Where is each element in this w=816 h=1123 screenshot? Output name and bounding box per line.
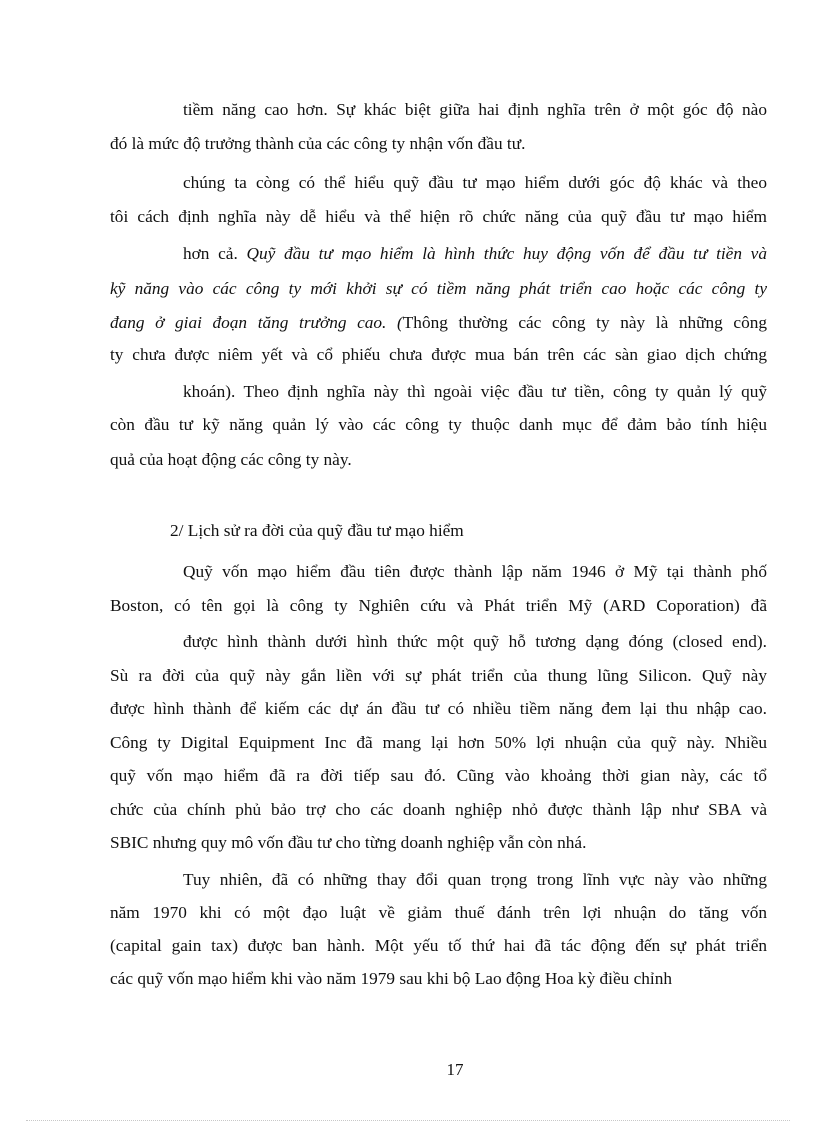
paragraph-3-line-8: chức của chính phủ bảo trợ cho các doanh nghiệp nhỏ được thành lập như SBA và — [110, 800, 767, 819]
paragraph-3-line-9: SBIC nhưng quy mô vốn đầu tư cho từng doanh nghiệp vẫn còn nhá. — [110, 833, 587, 852]
paragraph-3-line-5: được hình thành để kiếm các dự án đầu tư có nhiều tiềm năng đem lại thu nhập cao. — [110, 699, 767, 718]
definition-italic-3: đang ở giai đoạn tăng trưởng cao. ( — [110, 313, 403, 332]
paragraph-4-line-1: Tuy nhiên, đã có những thay đổi quan trọng trong lĩnh vực này vào những — [183, 870, 767, 889]
paragraph-3-line-4: Sù ra đời của quỹ này gắn liền với sự phát triển của thung lũng Silicon. Quỹ này — [110, 666, 767, 685]
section-heading: 2/ Lịch sử ra đời của quỹ đầu tư mạo hiểm — [170, 521, 464, 540]
paragraph-3-line-7: quỹ vốn mạo hiểm đã ra đời tiếp sau đó. Cũng vào khoảng thời gian này, các tổ — [110, 766, 767, 785]
paragraph-2-line-2: tôi cách định nghĩa này dễ hiểu và thể hiện rõ chức năng của quỹ đầu tư mạo hiểm — [110, 207, 767, 226]
page-number: 17 — [446, 1060, 464, 1079]
definition-italic-1: Quỹ đầu tư mạo hiểm là hình thức huy động vốn để đầu tư tiền và — [246, 244, 767, 263]
paragraph-2-line-7: khoán). Theo định nghĩa này thì ngoài việc đầu tư tiền, công ty quản lý quỹ — [183, 382, 767, 401]
paragraph-1-line-2: đó là mức độ trưởng thành của các công ty nhận vốn đầu tư. — [110, 134, 526, 153]
paragraph-1-line-1: tiềm năng cao hơn. Sự khác biệt giữa hai định nghĩa trên ở một góc độ nào — [183, 100, 767, 119]
paragraph-2-line-3 — [183, 243, 767, 265]
paragraph-4-line-4: các quỹ vốn mạo hiểm khi vào năm 1979 sau khi bộ Lao động Hoa kỳ điều chỉnh — [110, 969, 673, 988]
paragraph-2-line-5-normal: Thông thường các công ty này là những công — [402, 313, 767, 332]
paragraph-2-line-5 — [110, 312, 767, 334]
paragraph-4-line-2: năm 1970 khi có một đạo luật về giảm thuế đánh trên lợi nhuận do tăng vốn — [110, 903, 767, 922]
paragraph-3-line-2: Boston, có tên gọi là công ty Nghiên cứu và Phát triển Mỹ (ARD Coporation) đã — [110, 596, 767, 615]
paragraph-2-line-8: còn đầu tư kỹ năng quản lý vào các công ty thuộc danh mục để đảm bảo tính hiệu — [110, 415, 767, 434]
definition-italic-2: kỹ năng vào các công ty mới khởi sự có tiềm năng phát triển cao hoặc các công ty — [110, 279, 767, 298]
paragraph-2-line-3-normal: hơn cả. — [183, 244, 247, 263]
paragraph-2-line-9: quả của hoạt động các công ty này. — [110, 450, 352, 469]
paragraph-3-line-1: Quỹ vốn mạo hiểm đầu tiên được thành lập năm 1946 ở Mỹ tại thành phố — [183, 562, 767, 581]
paragraph-2-line-1: chúng ta còng có thể hiểu quỹ đầu tư mạo hiểm dưới góc độ khác và theo — [183, 173, 767, 192]
paragraph-2-line-6: ty chưa được niêm yết và cổ phiếu chưa được mua bán trên các sàn giao dịch chứng — [110, 345, 767, 364]
paragraph-3-line-6: Công ty Digital Equipment Inc đã mang lại hơn 50% lợi nhuận của quỹ này. Nhiều — [110, 733, 767, 752]
paragraph-4-line-3: (capital gain tax) được ban hành. Một yếu tố thứ hai đã tác động đến sự phát triển — [110, 936, 767, 955]
paragraph-3-line-3: được hình thành dưới hình thức một quỹ hỗ tương dạng đóng (closed end). — [183, 632, 767, 651]
paragraph-2-line-4 — [110, 278, 767, 300]
page-bottom-divider — [26, 1120, 790, 1121]
